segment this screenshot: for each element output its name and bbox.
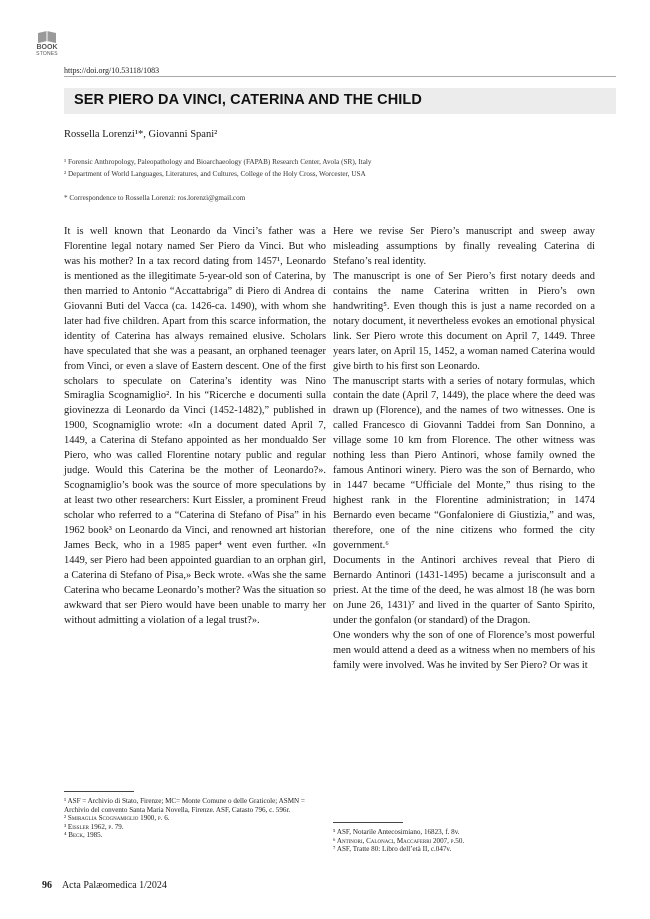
header-divider bbox=[64, 76, 616, 77]
publisher-logo bbox=[30, 30, 64, 57]
footnote: ⁵ ASF, Notarile Antecosimiano, 16823, f. 8v. bbox=[333, 828, 460, 836]
page-footer bbox=[42, 880, 167, 891]
authors: Rossella Lorenzi¹*, Giovanni Spani² bbox=[64, 129, 218, 140]
footnote-divider bbox=[333, 822, 403, 823]
logo-text: BOOK bbox=[36, 44, 58, 51]
right-column bbox=[333, 225, 595, 674]
logo-subtext: STONES bbox=[36, 51, 58, 57]
footnotes-right bbox=[333, 828, 595, 854]
book-icon bbox=[37, 30, 57, 44]
title-bar bbox=[64, 88, 616, 114]
body-paragraph: Documents in the Antinori archives reveal that Piero di Bernardo Antinori (1431-1495) became a jurisconsult and a priest. At the time of the deed, he was almost 18 (he was born on June 26, 1431)⁷ and lived in the quarter of Santo Spirito, under the gonfalon (or standard) of the Dragon. bbox=[333, 554, 595, 626]
footnote: ² Smiraglia Scognamiglio 1900, p. 6. bbox=[64, 814, 170, 823]
affiliation-2: ² Department of World Languages, Literatures, and Cultures, College of the Holy Cross, Worcester, USA bbox=[64, 170, 366, 178]
page-number: 96 bbox=[42, 880, 52, 891]
body-paragraph: It is well known that Leonardo da Vinci’s father was a Florentine legal notary named Ser Piero da Vinci. But who was his mother? In a tax record dating from 1457¹, Leonardo is mentioned as the illegitimate 5-year-old son of Caterina, by then married to Antonio “Accattabriga” di Piero di Andrea di Giovanni Buti del Vacca (ca. 1426-ca. 1490), with whom she later had five children. Apart from this scarce information, the identity of Caterina has always remained elusive. Scholars have speculated that she was a peasant, an orphaned teenager from Vinci, or even a slave of Eastern descent. One of the first scholars to speculate on Caterina’s identity was Nino Smiraglia Scognamiglio². In his “Ricerche e documenti sulla giovinezza di Leonardo da Vinci (1452-1482),” published in 1900, Scognamiglio wrote: «In a document dated April 7, 1449, a Caterina di Stefano appointed as her mondualdo Ser Piero, who was called Florentine notary public and regular judge. Would this Caterina be the mother of Leonardo?». Scognamiglio’s book was the source of more speculations by at least two other researchers: Kurt Eissler, a prominent Freud scholar who referred to a “Caterina di Stefano of Pisa” in his 1962 book³ on Leonardo da Vinci, and renowned art historian James Beck, who in a 1985 paper⁴ went even further. «In 1449, ser Piero had been appointed guardian to an orphan girl, a Caterina di Stefano of Pisa,» Beck wrote. «Was she the same Caterina who became Leonardo’s mother? Was the situation so awkward that ser Piero would have been unable to marry her without admitting a violation of a legal trust?». bbox=[64, 226, 326, 626]
correspondence: * Correspondence to Rossella Lorenzi: ros.lorenzi@gmail.com bbox=[64, 194, 246, 202]
left-column bbox=[64, 225, 326, 629]
footnote: ¹ ASF = Archivio di Stato, Firenze; MC= Monte Comune o delle Graticole; ASMN = Archivio del convento Santa Maria Novella, Firenze. ASF, Catasto 796, c. 596r. bbox=[64, 797, 305, 814]
footnote: ⁴ Beck, 1985. bbox=[64, 831, 103, 840]
footnote-divider bbox=[64, 791, 134, 792]
journal-name: Acta Palæomedica 1/2024 bbox=[61, 880, 167, 891]
affiliation-1: ¹ Forensic Anthropology, Paleopathology and Bioarchaeology (FAPAB) Research Center, Avola (SR), Italy bbox=[64, 158, 372, 166]
footnote: ⁷ ASF, Tratte 80: Libro dell’età II, c.047v. bbox=[333, 845, 452, 854]
footnote: ³ Eissler 1962, p. 79. bbox=[64, 822, 124, 831]
doi-link[interactable]: https://doi.org/10.53118/1083 bbox=[64, 66, 160, 75]
article-title: SER PIERO DA VINCI, CATERINA AND THE CHILD bbox=[74, 92, 422, 108]
footnotes-left bbox=[64, 797, 326, 840]
body-paragraph: The manuscript is one of Ser Piero’s first notary deeds and contains the name Caterina written in Piero’s own handwriting⁵. Even though this is just a name recorded on a notary document, it nevertheless evokes an emotional physical link. Ser Piero wrote this document on April 7, 1449. Three years later, on April 15, 1452, a woman named Caterina would give birth to his first son Leonardo. bbox=[333, 270, 595, 372]
footnote: ⁶ Antinori, Calonaci, Maccaferri 2007, p.50. bbox=[333, 836, 465, 845]
body-paragraph: Here we revise Ser Piero’s manuscript and sweep away misleading assumptions by finally revealing Caterina di Stefano’s real identity. bbox=[333, 226, 595, 267]
body-paragraph: One wonders why the son of one of Florence’s most powerful men would attend a deed as a witness when no members of his family were involved. Was he invited by Ser Piero? Or was it bbox=[333, 629, 595, 671]
body-paragraph: The manuscript starts with a series of notary formulas, which contain the date (April 7, 1449), the place where the deed was drawn up (Florence), and the names of two witnesses. One is called Francesco di Giovanni Taddei from San Donnino, a village some 10 km from Florence. The other witness was nothing less than Piero Antinori, whose family owned the famous Antinori winery. Piero was the son of Bernardo, who in 1447 became “Ufficiale del Monte,” thus rising to the highest rank in the Florentine administration; in 1474 Bernardo even became “Gonfaloniere di Giustizia,” and was, therefore, one of the nine citizens who formed the city government.⁶ bbox=[333, 375, 595, 552]
